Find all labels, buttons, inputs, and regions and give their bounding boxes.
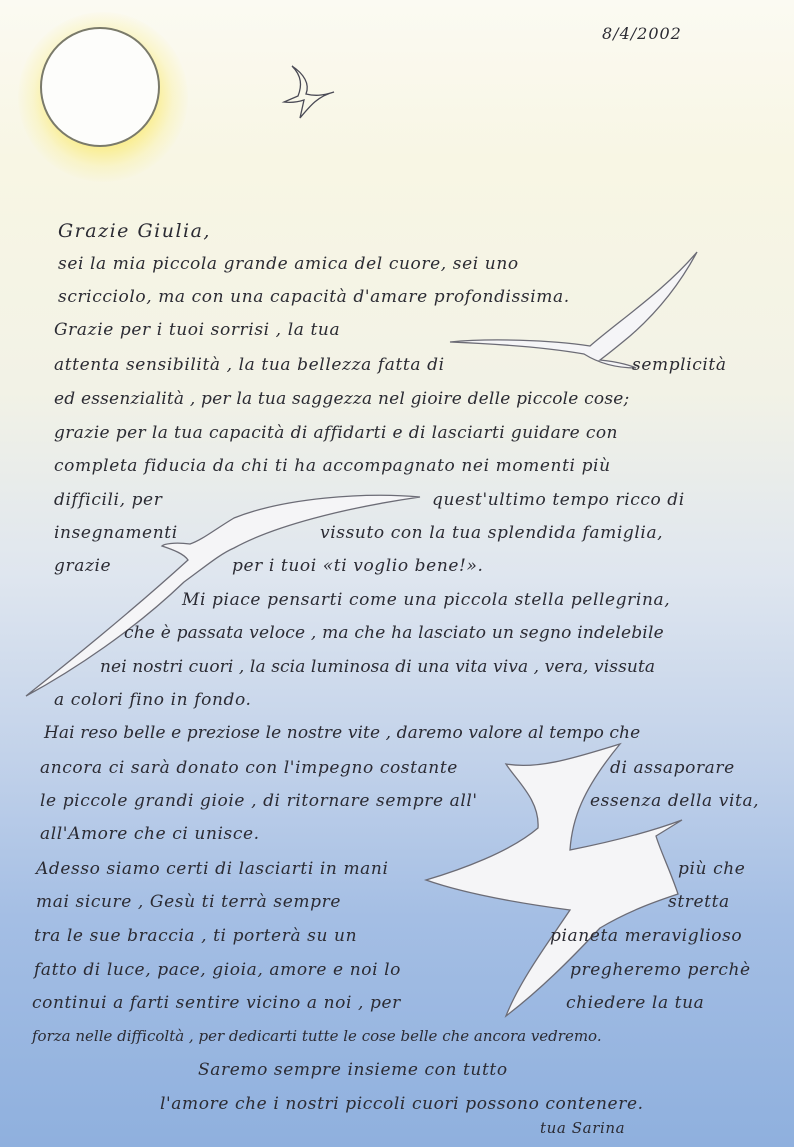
letter-line: completa fiducia da chi ti ha accompagnato nei momenti più [54,456,611,476]
letter-line: più che [678,859,746,879]
letter-line: difficili, per [54,490,163,510]
letter-line: pianeta meraviglioso [550,926,743,946]
letter-line: essenza della vita, [590,791,760,811]
letter-line: che è passata veloce , ma che ha lasciato un segno indelebile [124,623,664,643]
letter-line: insegnamenti [54,523,178,543]
letter-line: all'Amore che ci unisce. [40,824,260,844]
letter-line: stretta [668,892,730,912]
letter-line: mai sicure , Gesù ti terrà sempre [36,892,341,912]
letter-line: l'amore che i nostri piccoli cuori possono contenere. [160,1094,644,1114]
letter-line: ed essenzialità , per la tua saggezza nel gioire delle piccole cose; [54,389,630,409]
letter-line: grazie per la tua capacità di affidarti e di lasciarti guidare con [54,423,618,443]
letter-line: tra le sue braccia , ti porterà su un [34,926,358,946]
letter-line: Hai reso belle e preziose le nostre vite , daremo valore al tempo che [44,723,641,743]
letter-line: attenta sensibilità , la tua bellezza fatta di [54,355,445,375]
letter-line: Saremo sempre insieme con tutto [198,1060,508,1080]
letter-line: Adesso siamo certi di lasciarti in mani [36,859,389,879]
letter-line: semplicità [632,355,727,375]
letter-line: pregheremo perchè [570,960,751,980]
letter-line: chiedere la tua [566,993,705,1013]
small-bird-icon [280,62,340,122]
letter-line: le piccole grandi gioie , di ritornare sempre all' [40,791,478,811]
letter-line: grazie [54,556,112,576]
letter-line: scricciolo, ma con una capacità d'amare profondissima. [58,287,570,307]
letter-date: 8/4/2002 [602,24,682,43]
letter-line: ancora ci sarà donato con l'impegno costante [40,758,458,778]
letter-line: Grazie Giulia, [58,220,211,242]
letter-line: nei nostri cuori , la scia luminosa di una vita viva , vera, vissuta [100,657,656,677]
letter-line: vissuto con la tua splendida famiglia, [320,523,664,543]
letter-line: Mi piace pensarti come una piccola stella pellegrina, [182,590,671,610]
letter-line: continui a farti sentire vicino a noi , per [32,993,401,1013]
signature: tua Sarina [540,1119,626,1137]
letter-line: per i tuoi «ti voglio bene!». [232,556,484,576]
letter-line: di assaporare [610,758,735,778]
letter-line: forza nelle difficoltà , per dedicarti tutte le cose belle che ancora vedremo. [32,1027,602,1045]
letter-line: fatto di luce, pace, gioia, amore e noi lo [34,960,402,980]
letter-line: sei la mia piccola grande amica del cuore, sei uno [58,254,519,274]
letter-line: quest'ultimo tempo ricco di [432,490,685,510]
sun-icon [40,27,160,147]
letter-line: Grazie per i tuoi sorrisi , la tua [54,320,341,340]
letter-line: a colori fino in fondo. [54,690,252,710]
